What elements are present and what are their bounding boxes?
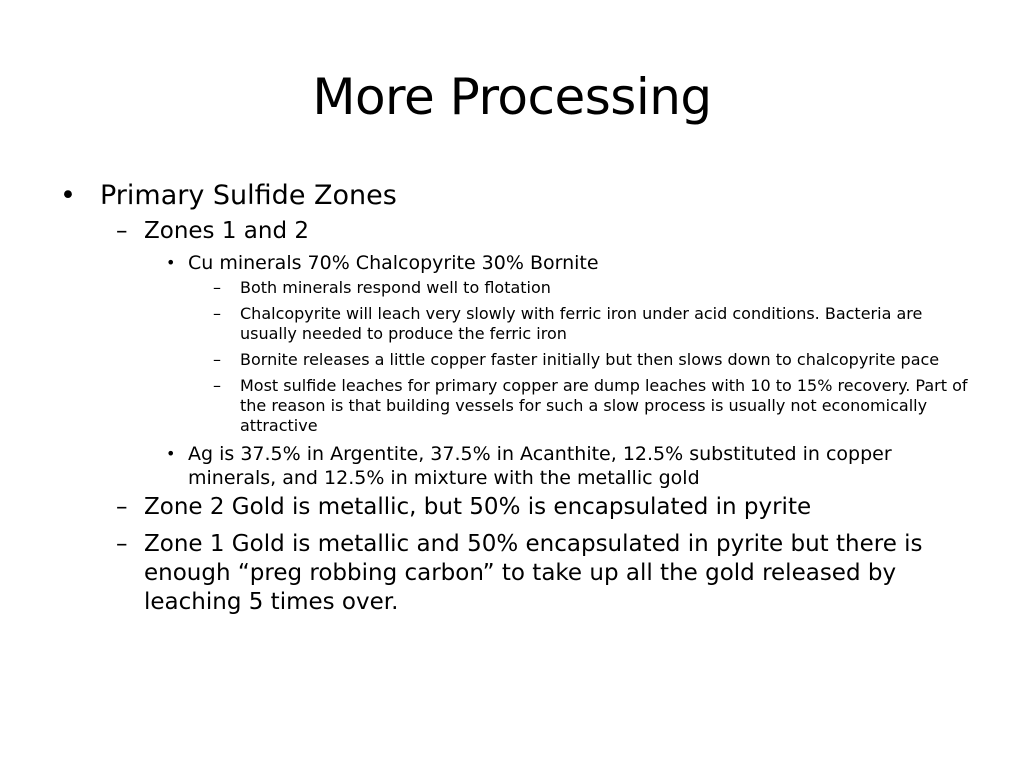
- bullet-text: Cu minerals 70% Chalcopyrite 30% Bornite: [188, 252, 599, 274]
- bullet-dot-icon: •: [166, 444, 176, 463]
- bullet-level4: [213, 376, 980, 436]
- bullet-level4: [213, 278, 980, 298]
- bullet-text: Ag is 37.5% in Argentite, 37.5% in Acanthite, 12.5% substituted in copper minerals, and 12.5% in mixture with the metallic gold: [188, 443, 892, 489]
- bullet-level2: [116, 530, 980, 617]
- bullet-dash-icon: –: [116, 531, 128, 557]
- bullet-text: Bornite releases a little copper faster initially but then slows down to chalcopyrite pace: [240, 350, 940, 369]
- bullet-dash-icon: –: [213, 304, 221, 323]
- bullet-dash-icon: –: [116, 218, 128, 244]
- slide-title: More Processing: [312, 68, 712, 126]
- bullet-text: Zones 1 and 2: [144, 218, 310, 244]
- bullet-text: Most sulfide leaches for primary copper are dump leaches with 10 to 15% recovery. Part of the reason is that building vessels for such a slow process is usually not economically attractive: [240, 376, 968, 435]
- bullet-level4: [213, 350, 980, 370]
- bullet-dash-icon: –: [213, 278, 221, 297]
- bullet-level3: [166, 442, 980, 490]
- bullet-dot-icon: •: [166, 253, 176, 272]
- bullet-level1: [60, 178, 980, 214]
- bullet-dash-icon: –: [116, 494, 128, 520]
- bullet-dash-icon: –: [213, 376, 221, 395]
- bullet-text: Zone 1 Gold is metallic and 50% encapsulated in pyrite but there is enough “preg robbing carbon” to take up all the gold released by leaching 5 times over.: [144, 531, 923, 615]
- bullet-dot-icon: •: [60, 180, 76, 211]
- bullet-text: Zone 2 Gold is metallic, but 50% is encapsulated in pyrite: [144, 494, 812, 520]
- bullet-level2: [116, 493, 980, 522]
- slide-content: [60, 178, 980, 625]
- bullet-level3: [166, 251, 980, 275]
- bullet-dash-icon: –: [213, 350, 221, 369]
- bullet-level4: [213, 304, 980, 344]
- bullet-level2: [116, 217, 980, 246]
- bullet-text: Chalcopyrite will leach very slowly with ferric iron under acid conditions. Bacteria are usually needed to produce the ferric iron: [240, 304, 923, 343]
- bullet-text: Both minerals respond well to flotation: [240, 278, 551, 297]
- bullet-text: Primary Sulfide Zones: [100, 180, 397, 211]
